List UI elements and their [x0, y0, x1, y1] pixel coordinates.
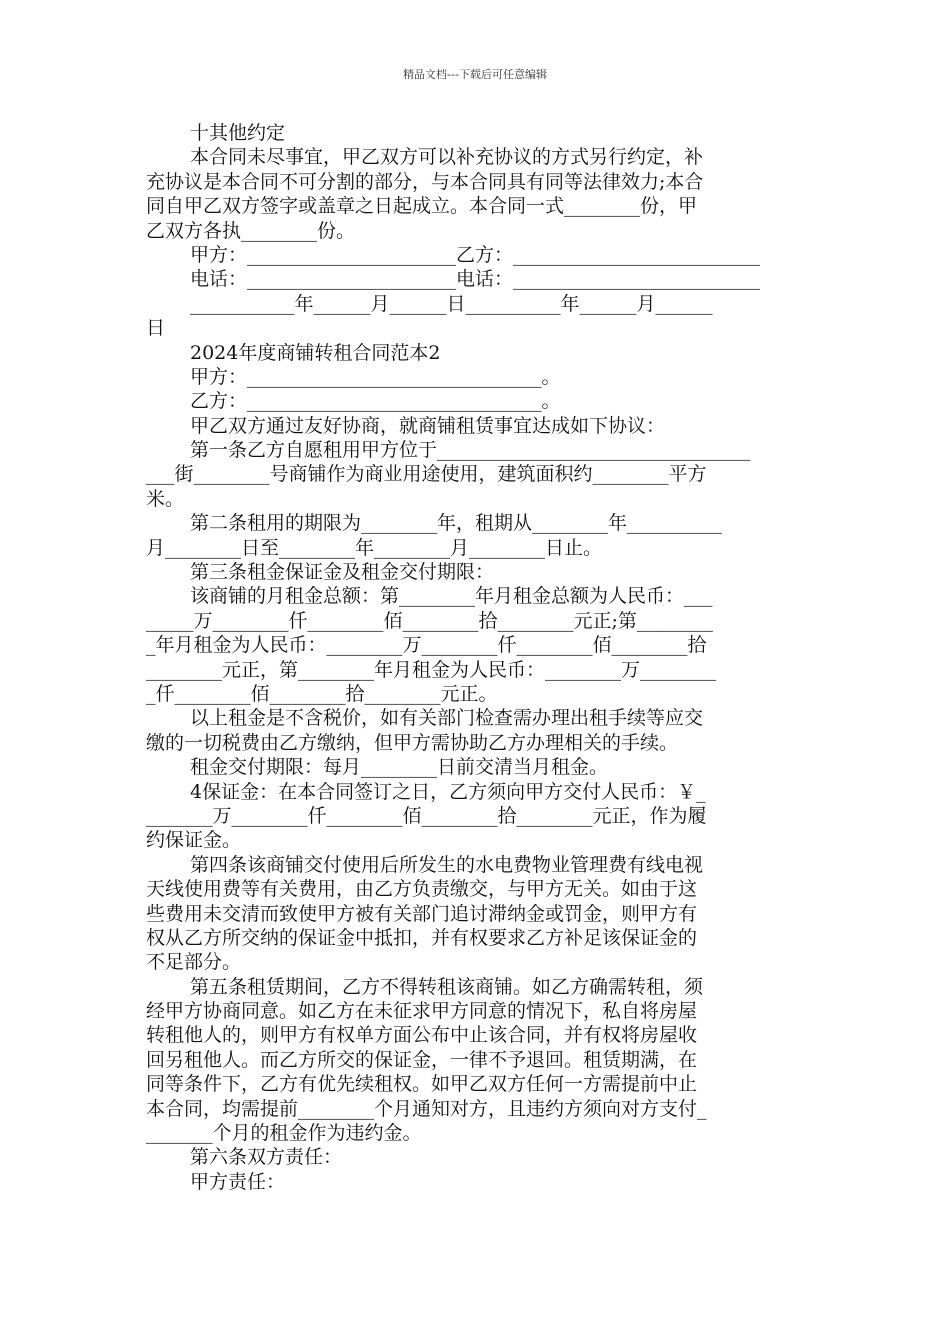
text-line: _年月租金为人民币：________万________仟________佰________拾: [146, 634, 707, 657]
text-line: 该商铺的月租金总额：第________年月租金总额为人民币：___: [190, 585, 713, 608]
text-line: 租金交付期限：每月________日前交清当月租金。: [190, 756, 609, 779]
page-header: 精品文档---下载后可任意编辑: [403, 68, 547, 81]
text-line: 2024年度商铺转租合同范本2: [190, 341, 441, 364]
text-line: 约保证金。: [146, 829, 242, 852]
text-line: 第一条乙方自愿租用甲方位于_________________________________: [190, 439, 751, 462]
text-line: 天线使用费等有关费用，由乙方负责缴交，与甲方无关。如由于这: [146, 878, 698, 901]
text-line: 十其他约定: [190, 122, 286, 144]
text-line: 本合同未尽事宜，甲乙双方可以补充协议的方式另行约定，补: [190, 146, 704, 169]
text-line: 回另租他人。而乙方所交的保证金，一律不予退回。租赁期满，在: [146, 1048, 698, 1071]
text-line: 第五条租赁期间，乙方不得转租该商铺。如乙方确需转租，须: [190, 975, 704, 998]
text-line: _仟________佰________拾________元正。: [146, 682, 498, 705]
text-line: 电话：______________________电话：__________________________: [190, 268, 761, 291]
text-line: 不足部分。: [146, 951, 242, 974]
text-line: 月________日至________年________月________日止。: [146, 536, 603, 559]
text-line: 乙方：_______________________________。: [190, 390, 561, 413]
text-line: 些费用未交清而致使甲方被有关部门追讨滞纳金或罚金，则甲方有: [146, 902, 698, 925]
text-line: 甲乙双方通过友好协商，就商铺租赁事宜达成如下协议：: [190, 414, 666, 437]
text-line: 充协议是本合同不可分割的部分，与本合同具有同等法律效力;本合: [146, 170, 704, 193]
text-line: 缴的一切税费由乙方缴纳，但甲方需协助乙方办理相关的手续。: [146, 731, 679, 754]
text-line: 米。: [146, 487, 185, 510]
text-line: 第二条租用的期限为________年，租期从________年__________: [190, 512, 723, 535]
text-line: 4保证金：在本合同签订之日，乙方须向甲方交付人民币：￥_: [190, 780, 706, 803]
text-line: _______个月的租金作为违约金。: [146, 1122, 422, 1145]
text-line: 第三条租金保证金及租金交付期限：: [190, 561, 495, 584]
text-line: 第六条双方责任：: [190, 1146, 343, 1169]
document-body: [146, 121, 808, 1194]
text-line: 本合同，均需提前________个月通知对方，且违约方须向对方支付_: [146, 1097, 707, 1120]
text-line: 甲方责任：: [190, 1170, 286, 1193]
text-line: ________元正，第________年月租金为人民币：________万________: [146, 658, 717, 681]
text-line: 转租他人的，则甲方有权单方面公布中止该合同，并有权将房屋收: [146, 1024, 698, 1047]
text-line: _______万________仟________佰________拾________元正，作为履: [146, 804, 707, 827]
text-line: 日: [146, 317, 166, 340]
text-line: _____万________仟________佰________拾________元正;第________: [146, 609, 713, 632]
text-line: 经甲方协商同意。如乙方在未征求甲方同意的情况下，私自将房屋: [146, 1000, 698, 1023]
text-line: 权从乙方所交纳的保证金中抵扣，并有权要求乙方补足该保证金的: [146, 926, 698, 949]
text-line: ___街________号商铺作为商业用途使用，建筑面积约________平方: [146, 463, 707, 486]
text-line: 甲方：_______________________________。: [190, 365, 561, 388]
text-line: 乙双方各执________份。: [146, 219, 356, 242]
text-line: 第四条该商铺交付使用后所发生的水电费物业管理费有线电视: [190, 853, 704, 876]
text-line: 同自甲乙双方签字或盖章之日起成立。本合同一式________份，甲: [146, 195, 698, 218]
text-line: 同等条件下，乙方有优先续租权。如甲乙双方任何一方需提前中止: [146, 1073, 698, 1096]
text-line: 甲方：______________________乙方：__________________________: [190, 243, 761, 266]
text-line: 以上租金是不含税价，如有关部门检查需办理出租手续等应交: [190, 707, 704, 730]
text-line: ___________年______月______日__________年______月______: [190, 292, 713, 315]
